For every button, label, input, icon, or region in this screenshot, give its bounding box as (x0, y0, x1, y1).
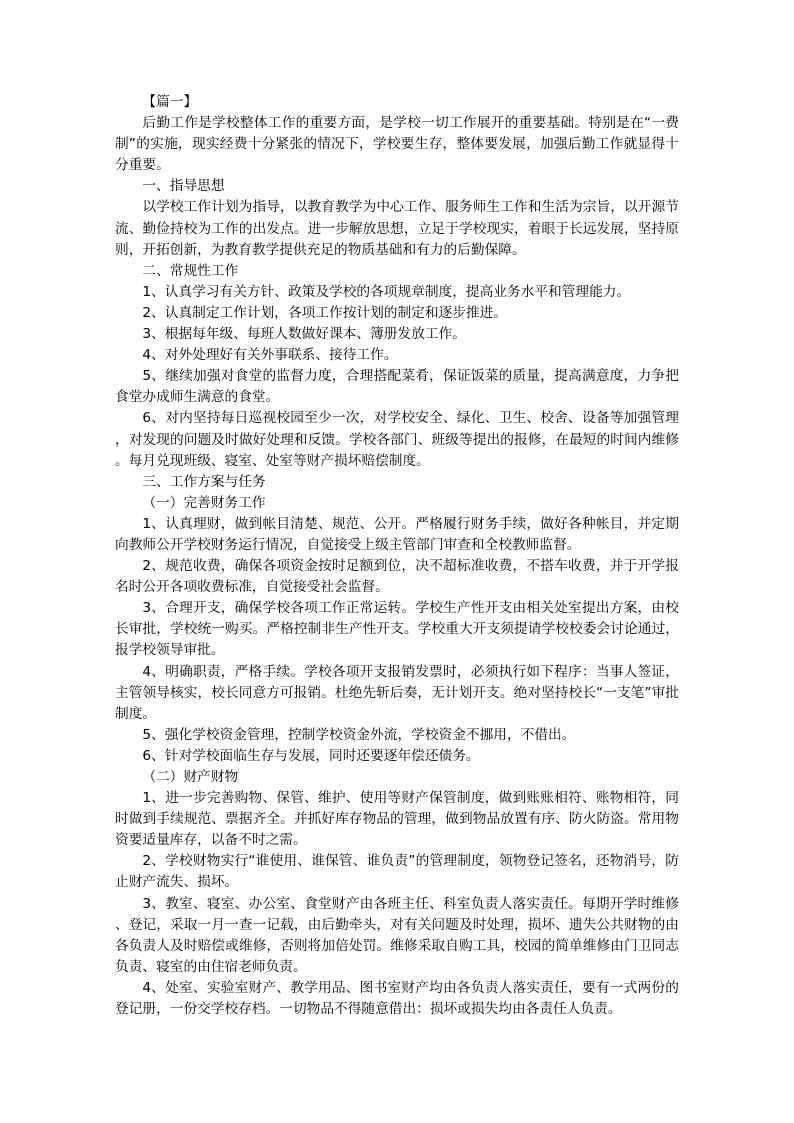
property-item: 3、教室、寝室、办公室、食堂财产由各班主任、科室负责人落实责任。每期开学时维修、登记，采取一月一查一记载，由后勤牵头，对有关问题及时处理，损坏、遗失公共财物的由各负责人及时赔偿或维修，否则将加倍处罚。维修采取自购工具，校园的简单维修由门卫同志负责、寝室的由住宿老师负责。 (115, 895, 679, 975)
routine-item: 5、继续加强对食堂的监督力度，合理搭配菜肴，保证饭菜的质量，提高满意度，力争把食堂办成师生满意的食堂。 (115, 368, 679, 406)
heading-work-plan: 三、工作方案与任务 (142, 473, 266, 490)
section-title: 【篇一】 (142, 94, 198, 110)
intro-paragraph: 后勤工作是学校整体工作的重要方面，是学校一切工作展开的重要基础。特别是在“一费制”的实施，现实经费十分紧张的情况下，学校要生存，整体要发展，加强后勤工作就显得十分重要。 (115, 115, 679, 174)
finance-item: 5、强化学校资金管理，控制学校资金外流，学校资金不挪用，不借出。 (142, 726, 576, 743)
property-item: 4、处室、实验室财产、教学用品、图书室财产均由各负责人落实责任，要有一式两份的登记册，一份交学校存档。一切物品不得随意借出：损坏或损失均由各责任人负责。 (115, 979, 679, 1018)
finance-item: 1、认真理财，做到帐目清楚、规范、公开。严格履行财务手续，做好各种帐目，并定期向教师公开学校财务运行情况，自觉接受上级主管部门审查和全校教师监督。 (115, 515, 679, 553)
routine-item: 1、认真学习有关方针、政策及学校的各项规章制度，提高业务水平和管理能力。 (142, 283, 631, 300)
heading-routine-work: 二、常规性工作 (142, 262, 239, 279)
property-item: 1、进一步完善购物、保管、维护、使用等财产保管制度，做到账账相符、账物相符，同时做到手续规范、票据齐全。并抓好库存物品的管理，做到物品放置有序、防火防盗。常用物资要适量库存，以备不时之需。 (115, 790, 679, 849)
heading-guiding-ideology: 一、指导思想 (142, 178, 225, 195)
document-page (115, 92, 679, 1020)
finance-item: 2、规范收费，确保各项资金按时足额到位，决不超标准收费，不搭车收费，并于开学报名时公开各项收费标准，自觉接受社会监督。 (115, 558, 679, 596)
routine-item: 3、根据每年级、每班人数做好课本、簿册发放工作。 (142, 326, 466, 343)
guiding-ideology-paragraph: 以学校工作计划为指导，以教育教学为中心工作、服务师生工作和生活为宗旨，以开源节流、勤俭持校为工作的出发点。进一步解放思想，立足于学校现实，着眼于长远发展，坚持原则，开拓创新，为教育教学提供充足的物质基础和有力的后勤保障。 (115, 199, 679, 258)
finance-item: 4、明确职责，严格手续。学校各项开支报销发票时，必须执行如下程序：当事人签证，主管领导核实，校长同意方可报销。杜绝先斩后奏，无计划开支。绝对坚持校长“一支笔”审批制度。 (115, 663, 679, 722)
subheading-property: （二）财产财物 (142, 769, 239, 785)
routine-item: 4、对外处理好有关外事联系、接待工作。 (142, 347, 398, 364)
subheading-finance: （一）完善财务工作 (142, 494, 266, 511)
routine-item: 6、对内坚持每日巡视校园至少一次，对学校安全、绿化、卫生、校舍、设备等加强管理，对发现的问题及时做好处理和反馈。学校各部门、班级等提出的报修，在最短的时间内维修。每月兑现班级、寝室、处室等财产损坏赔偿制度。 (115, 410, 679, 469)
finance-item: 3、合理开支，确保学校各项工作正常运转。学校生产性开支由相关处室提出方案，由校长审批，学校统一购买。严格控制非生产性开支。学校重大开支须提请学校校委会讨论通过，报学校领导审批。 (115, 600, 679, 659)
finance-item: 6、针对学校面临生存与发展，同时还要逐年偿还债务。 (142, 747, 480, 764)
property-item: 2、学校财物实行“谁使用、谁保管、谁负责”的管理制度，领物登记签名，还物消号，防止财产流失、损坏。 (115, 853, 679, 891)
routine-item: 2、认真制定工作计划，各项工作按计划的制定和逐步推进。 (142, 304, 507, 321)
